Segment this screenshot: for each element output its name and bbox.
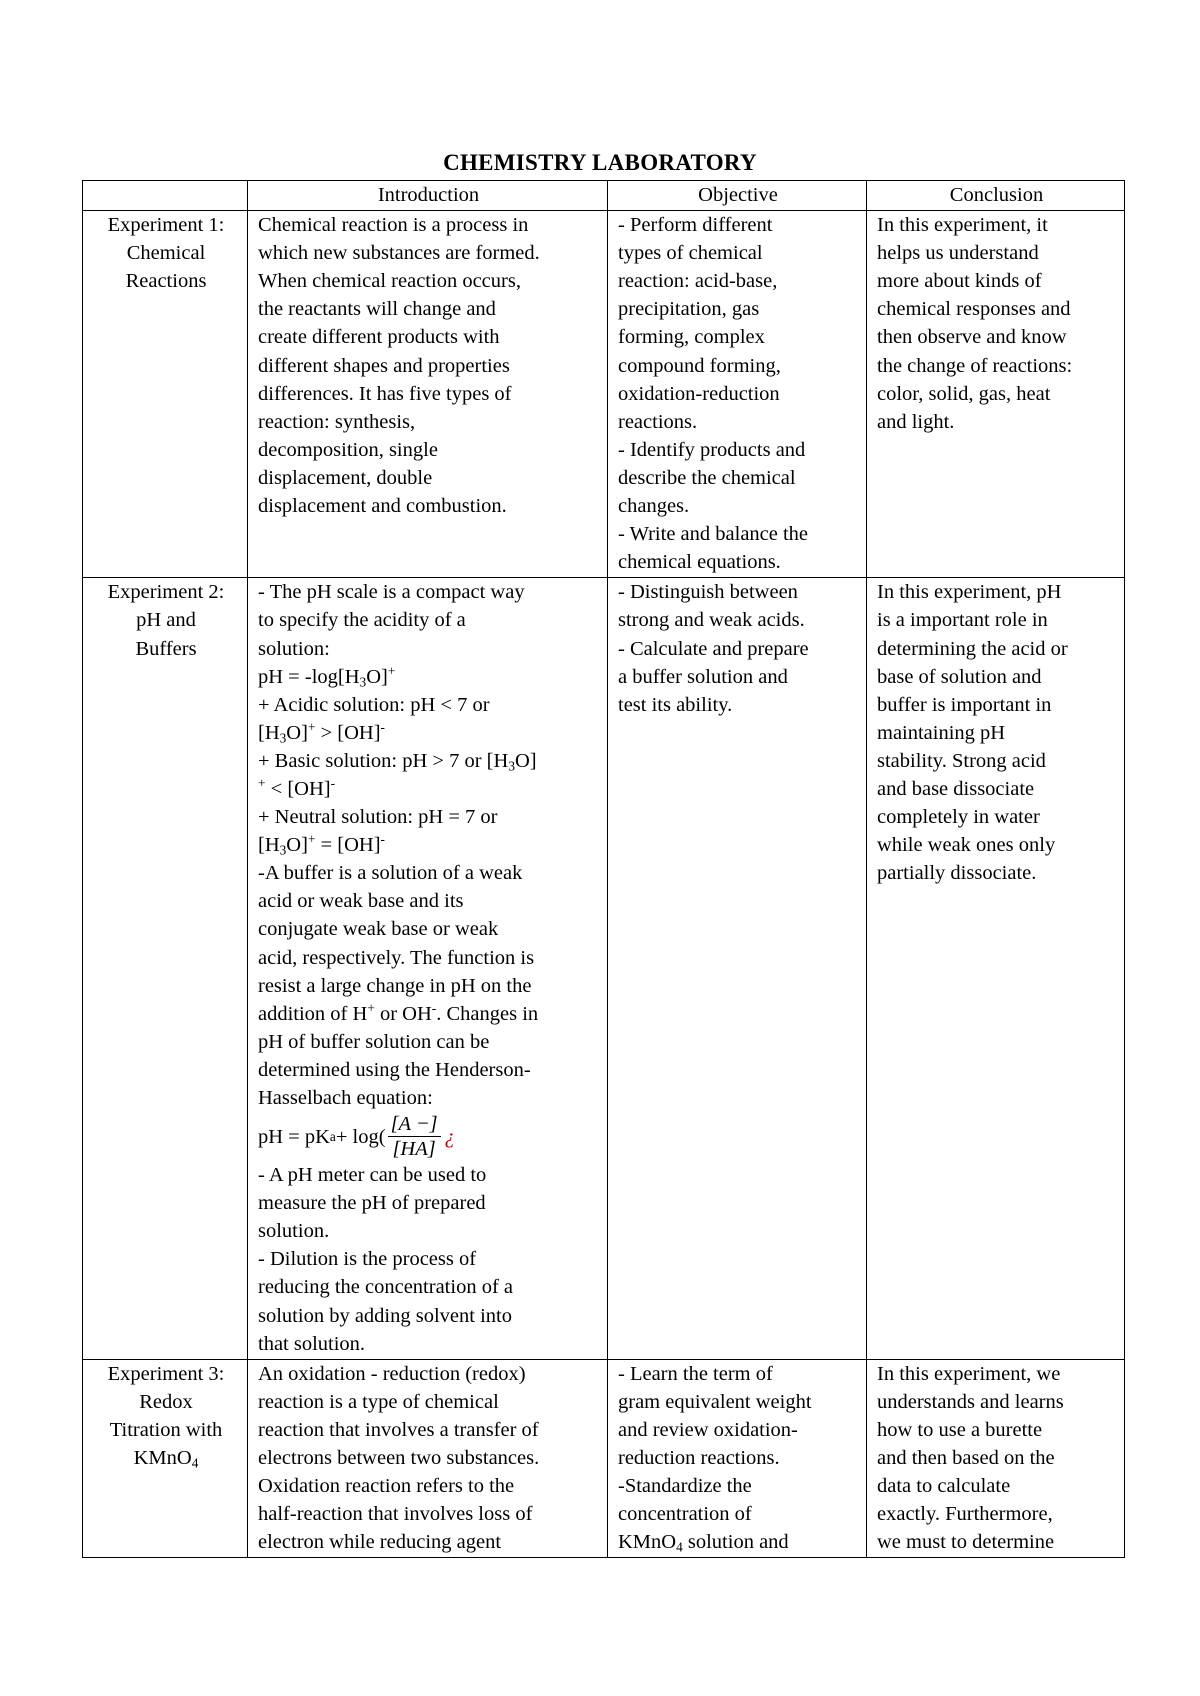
- experiment-1-objective: - Perform different types of chemical reaction: acid-base, precipitation, gas forming, complex compound forming, oxidation-reduction reactions. - Identify products and describe the chemical changes. - Write and balance the chemical equations.: [608, 211, 867, 578]
- experiment-3-objective: - Learn the term of gram equivalent weight and review oxidation- reduction reactions. -Standardize the concentration of KMnO$_4$ solution and: [608, 1359, 867, 1558]
- neutral-solution: + Neutral solution: pH = 7 or: [258, 806, 498, 829]
- experiment-1-introduction: Chemical reaction is a process in which new substances are formed. When chemical reaction occurs, the reactants will change and create different products with different shapes and properties differences. It has five types of reaction: synthesis, decomposition, single displacement, double displacement and combustion.: [248, 211, 608, 578]
- experiment-2-introduction: - The pH scale is a compact way to specify the acidity of a solution: pH = $-\log[H_3O]^+$ + Acidic solution: pH < 7 or $[H_3O]^+ > [OH]^-$ + Basic solution: pH > 7 or $[H_3O]$ + < [OH]- + Neutral solution: pH = 7 or $[H_3O]^+ = [OH]^-$ -A buffer is a solution of a weak acid or weak base and its conjugate weak base or weak acid, respectively. The function is resist a large change in pH on the addition of H+ or OH-. Changes in pH of buffer solution can be determined using the Henderson- Hasselbach equation: pH = pK a + log( $\frac{[A -]}{[HA]}$ ¿ - A pH meter can be used to measure the pH of prepared solution. - Dilution is the process of reducing the concentration of a solution by adding solvent into that solution.: [248, 578, 608, 1359]
- header-objective: Objective: [608, 181, 867, 211]
- basic-solution: + Basic solution: pH > 7 or $[H_3O]$: [258, 749, 537, 774]
- table-row: [83, 578, 1125, 1359]
- experiment-1-name: Experiment 1: Chemical Reactions: [83, 211, 248, 578]
- experiment-3-introduction: An oxidation - reduction (redox) reaction is a type of chemical reaction that involves a transfer of electrons between two substances. Oxidation reaction refers to the half-reaction that involves loss of electron while reducing agent: [248, 1359, 608, 1558]
- header-blank: [83, 181, 248, 211]
- henderson-hasselbach-equation: pH = pK a + log( $\frac{[A -]}{[HA]}$ ¿: [258, 1113, 455, 1161]
- header-introduction: Introduction: [248, 181, 608, 211]
- ph-definition: pH = $-\log[H_3O]^+$: [258, 663, 396, 689]
- experiment-3-conclusion: In this experiment, we understands and learns how to use a burette and then based on the data to calculate exactly. Furthermore, we must to determine: [867, 1359, 1125, 1558]
- acidic-solution: + Acidic solution: pH < 7 or: [258, 693, 490, 716]
- table-row: [83, 211, 1125, 578]
- experiment-2-objective: - Distinguish between strong and weak acids. - Calculate and prepare a buffer solution and test its ability.: [608, 578, 867, 1359]
- header-conclusion: Conclusion: [867, 181, 1125, 211]
- table-row: [83, 1359, 1125, 1558]
- page-title: CHEMISTRY LABORATORY: [443, 150, 757, 175]
- experiment-2-name: Experiment 2: pH and Buffers: [83, 578, 248, 1359]
- header-row: [83, 181, 1125, 211]
- experiment-1-conclusion: In this experiment, it helps us understand more about kinds of chemical responses and then observe and know the change of reactions: color, solid, gas, heat and light.: [867, 211, 1125, 578]
- experiment-3-name: Experiment 3: Redox Titration with KMnO$_4$: [83, 1359, 248, 1558]
- lab-table: [82, 180, 1125, 1558]
- experiment-2-conclusion: In this experiment, pH is a important role in determining the acid or base of solution and buffer is important in maintaining pH stability. Strong acid and base dissociate completely in water while weak ones only partially dissociate.: [867, 578, 1125, 1359]
